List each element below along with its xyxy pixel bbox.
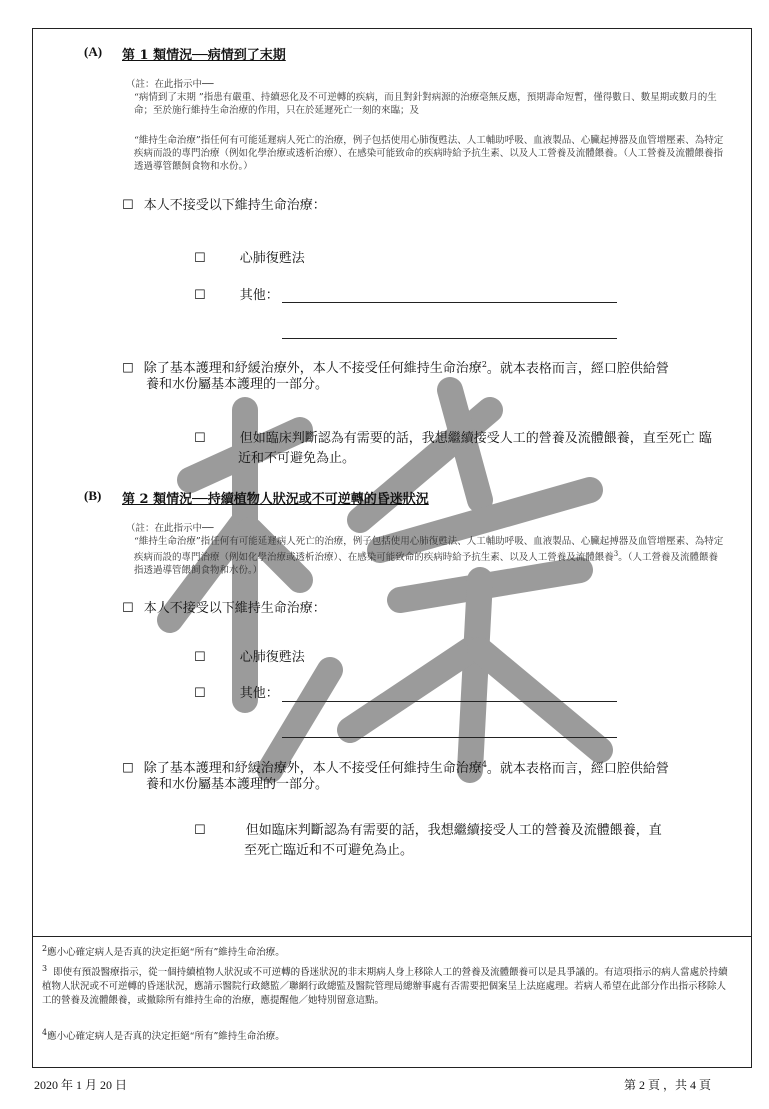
- section-a-option-1[interactable]: [122, 195, 326, 217]
- other-label: 其他：: [239, 288, 279, 303]
- footnote-4: $^4$應小心確定病人是否真的決定拒絕“所有”維持生命治療。: [42, 1028, 285, 1043]
- option-label: 但如臨床判斷認為有需要的話，我想繼續接受人工的營養及流體餵養，直: [245, 823, 662, 838]
- section-b-note-lst-def: “維持生命治療”指任何有可能延遲病人死亡的治療，例子包括使用心肺復甦法、人工輔助呼吸、血液製品、心臟起搏器及血管增壓素、為特定疾病而設的專門治療（例如化學治療或透析治療）、在感染可能致命的疾病時給予抗生素、以及人工營養及流體餵養$^3$。（人工營養及流體餵養指透過導管餵飼食物和水份。）: [134, 536, 724, 577]
- footnote-ref: 3: [613, 550, 619, 558]
- option-label-cont: 。就本表格而言，經口腔供給營: [486, 761, 669, 777]
- section-a-option-3-line-2: 近和不可避免為止。: [238, 451, 356, 466]
- other-label: 其他：: [239, 686, 279, 701]
- footnote-number: 2: [42, 944, 48, 953]
- section-a-other-option[interactable]: [194, 285, 279, 307]
- section-a-other-field-line-1[interactable]: [282, 302, 617, 303]
- section-b-other-option[interactable]: [194, 683, 279, 705]
- checkbox[interactable]: ☐: [122, 198, 134, 213]
- section-a-cpr-option[interactable]: [194, 248, 305, 270]
- section-b-note-intro: （註：在此指示中──: [126, 523, 214, 534]
- section-b-option-1[interactable]: [122, 598, 326, 620]
- section-b-option-2-line-2: 養和水份屬基本護理的一部分。: [146, 777, 329, 792]
- checkbox[interactable]: ☐: [122, 361, 134, 377]
- section-b-cpr-option[interactable]: [194, 647, 305, 669]
- section-a-option-3[interactable]: [194, 428, 712, 450]
- footer-date: 2020 年 1 月 20 日: [34, 1078, 128, 1092]
- footnote-ref: 2: [481, 360, 487, 369]
- section-b-title: 第 2 類情況──持續植物人狀況或不可逆轉的昏迷狀況: [122, 492, 429, 507]
- footnote-divider: [32, 936, 752, 937]
- checkbox[interactable]: ☐: [194, 823, 206, 838]
- section-b-other-field-line-1[interactable]: [282, 701, 617, 702]
- checkbox[interactable]: ☐: [122, 601, 134, 616]
- checkbox[interactable]: ☐: [194, 686, 206, 701]
- option-label: 本人不接受以下維持生命治療：: [143, 601, 326, 616]
- checkbox[interactable]: ☐: [194, 251, 206, 266]
- cpr-label: 心肺復甦法: [239, 650, 305, 665]
- option-label: 除了基本護理和紓緩治療外，本人不接受任何維持生命治療: [143, 761, 482, 777]
- section-a-note-intro: （註：在此指示中──: [126, 79, 214, 90]
- section-a-option-2-line-2: 養和水份屬基本護理的一部分。: [146, 377, 329, 392]
- footnote-number: 4: [42, 1028, 48, 1037]
- section-a-note-lst-def: “維持生命治療”指任何有可能延遲病人死亡的治療，例子包括使用心肺復甦法、人工輔助呼吸、血液製品、心臟起搏器及血管增壓素、為特定疾病而設的專門治療（例如化學治療或透析治療）、在感染可能致命的疾病時給予抗生素、以及人工營養及流體餵養。（人工營養及流體餵養指透過導管餵飼食物和水份。）: [134, 135, 724, 172]
- checkbox[interactable]: ☐: [122, 761, 134, 777]
- option-label: 但如臨床判斷認為有需要的話，我想繼續接受人工的營養及流體餵養，直至死亡 臨: [239, 431, 712, 446]
- cpr-label: 心肺復甦法: [239, 251, 305, 266]
- checkbox[interactable]: ☐: [194, 288, 206, 303]
- section-a-letter: (A): [84, 44, 103, 59]
- footnote-number: 3: [42, 964, 48, 973]
- section-a-note-terminal-def: “病情到了末期 ”指患有嚴重、持續惡化及不可逆轉的疾病，而且對針對病源的治療毫無反應，預期壽命短暫，僅得數日、數星期或數月的生命；至於施行維持生命治療的作用，只在於延遲死亡一刻的來臨；及: [134, 92, 717, 116]
- footer-page-number: 第 2 頁 ，共 4 頁: [624, 1078, 712, 1092]
- section-b-option-3[interactable]: [194, 820, 662, 842]
- footnote-3: $^3$ 即使有預設醫療指示，從一個持續植物人狀況或不可逆轉的昏迷狀況的非末期病人身上移除人工的營養及流體餵養可以是具爭議的。有這項指示的病人當處於持續植物人狀況或不可逆轉的昏迷狀況，應請示醫院行政總監／聯網行政總監及醫院管理局總辦事處有否需要把個案呈上法庭處理。若病人希望在此部分作出指示移除人工的營養及流體餵養，或撤除所有維持生命的治療，應提醒他／她特別留意這點。: [42, 964, 728, 1007]
- section-b-option-3-line-2: 至死亡臨近和不可避免為止。: [244, 843, 414, 858]
- section-a-title: 第 1 類情況──病情到了末期: [122, 48, 286, 63]
- section-b-other-field-line-2[interactable]: [282, 737, 617, 738]
- section-b-letter: (B): [84, 488, 102, 503]
- option-label: 除了基本護理和紓緩治療外，本人不接受任何維持生命治療: [143, 361, 482, 377]
- footnote-2: $^2$應小心確定病人是否真的決定拒絕“所有”維持生命治療。: [42, 944, 285, 959]
- option-label: 本人不接受以下維持生命治療：: [143, 198, 326, 213]
- section-a-other-field-line-2[interactable]: [282, 338, 617, 339]
- option-label-cont: 。就本表格而言，經口腔供給營: [486, 361, 669, 377]
- checkbox[interactable]: ☐: [194, 431, 206, 446]
- checkbox[interactable]: ☐: [194, 650, 206, 665]
- footnote-ref: 4: [481, 760, 487, 769]
